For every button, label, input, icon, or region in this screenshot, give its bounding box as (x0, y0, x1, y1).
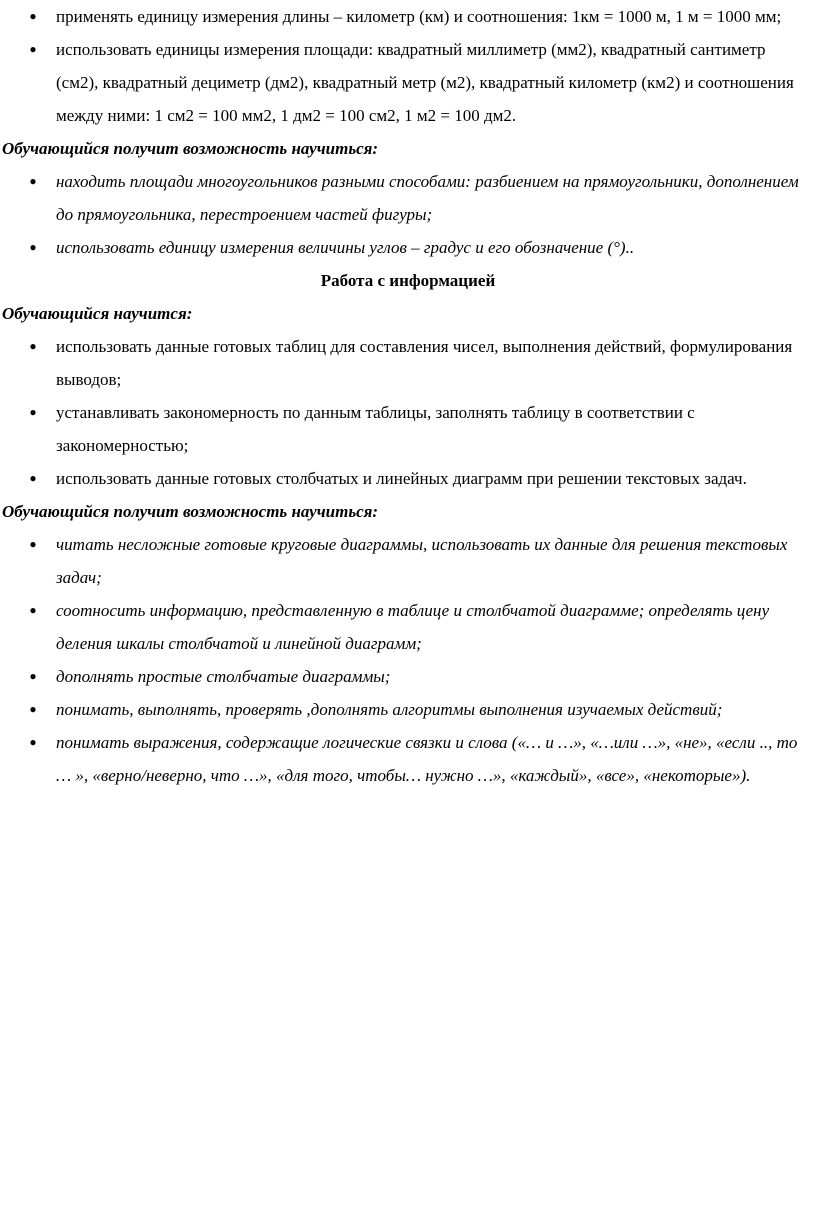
list-item (29, 231, 802, 264)
list-item-text: понимать, выполнять, проверять ,дополнять алгоритмы выполнения изучаемых действий; (56, 700, 723, 719)
list-item-text: использовать данные готовых столбчатых и линейных диаграмм при решении текстовых задач. (56, 469, 747, 488)
list-item (29, 660, 802, 693)
list-item-text: понимать выражения, содержащие логические связки и слова («… и …», «…или …», «не», «если .., то … », «верно/неверно, что …», «для того, чтобы… нужно …», «каждый», «все», «некоторые»). (56, 733, 798, 785)
list-item-text: находить площади многоугольников разными способами: разбиением на прямоугольники, дополнением до прямоугольника, перестроением частей фигуры; (56, 172, 799, 224)
list-item-text: дополнять простые столбчатые диаграммы; (56, 667, 391, 686)
section-title: Работа с информацией (320, 271, 496, 290)
subheading-opportunity-2: Обучающийся получит возможность научиться: (2, 502, 379, 521)
list-item (29, 0, 802, 33)
bullet-icon: ● (29, 174, 37, 188)
list-item (29, 165, 802, 231)
list-item (29, 726, 802, 792)
list-item (29, 396, 802, 462)
list-item-text: использовать данные готовых таблиц для составления чисел, выполнения действий, формулирования выводов; (56, 337, 793, 389)
list-item-text: читать несложные готовые круговые диаграммы, использовать их данные для решения текстовых задач; (56, 535, 788, 587)
bullet-icon: ● (29, 42, 37, 56)
list-item (29, 693, 802, 726)
list-item-text: устанавливать закономерность по данным таблицы, заполнять таблицу в соответствии с закономерностью; (56, 403, 695, 455)
list-item (29, 594, 802, 660)
bullet-icon: ● (29, 240, 37, 254)
bullet-icon: ● (29, 669, 37, 683)
bullet-icon: ● (29, 735, 37, 749)
bullet-icon: ● (29, 702, 37, 716)
list-item (29, 528, 802, 594)
bullet-icon: ● (29, 471, 37, 485)
bullet-list-opportunity-geometry (0, 165, 816, 264)
list-item-text: использовать единицу измерения величины углов – градус и его обозначение (°).. (56, 238, 635, 257)
bullet-icon: ● (29, 603, 37, 617)
bullet-icon: ● (29, 405, 37, 419)
list-item-text: использовать единицы измерения площади: квадратный миллиметр (мм2), квадратный сантиметр (см2), квадратный дециметр (дм2), квадратный метр (м2), квадратный километр (км2) и соотношения между ними: 1 см2 = 100 мм2, 1 дм2 = 100 см2, 1 м2 = 100 дм2. (56, 40, 794, 125)
bullet-list-units (0, 0, 816, 132)
list-item (29, 462, 802, 495)
bullet-icon: ● (29, 339, 37, 353)
list-item-text: применять единицу измерения длины – километр (км) и соотношения: 1км = 1000 м, 1 м = 1000 мм; (56, 7, 782, 26)
subheading-learner: Обучающийся научится: (2, 304, 193, 323)
list-item (29, 33, 802, 132)
bullet-list-opportunity-information (0, 528, 816, 792)
bullet-icon: ● (29, 9, 37, 23)
bullet-list-information (0, 330, 816, 495)
list-item (29, 330, 802, 396)
bullet-icon: ● (29, 537, 37, 551)
list-item-text: соотносить информацию, представленную в таблице и столбчатой диаграмме; определять цену деления шкалы столбчатой и линейной диаграмм; (56, 601, 770, 653)
subheading-opportunity: Обучающийся получит возможность научиться: (2, 139, 379, 158)
